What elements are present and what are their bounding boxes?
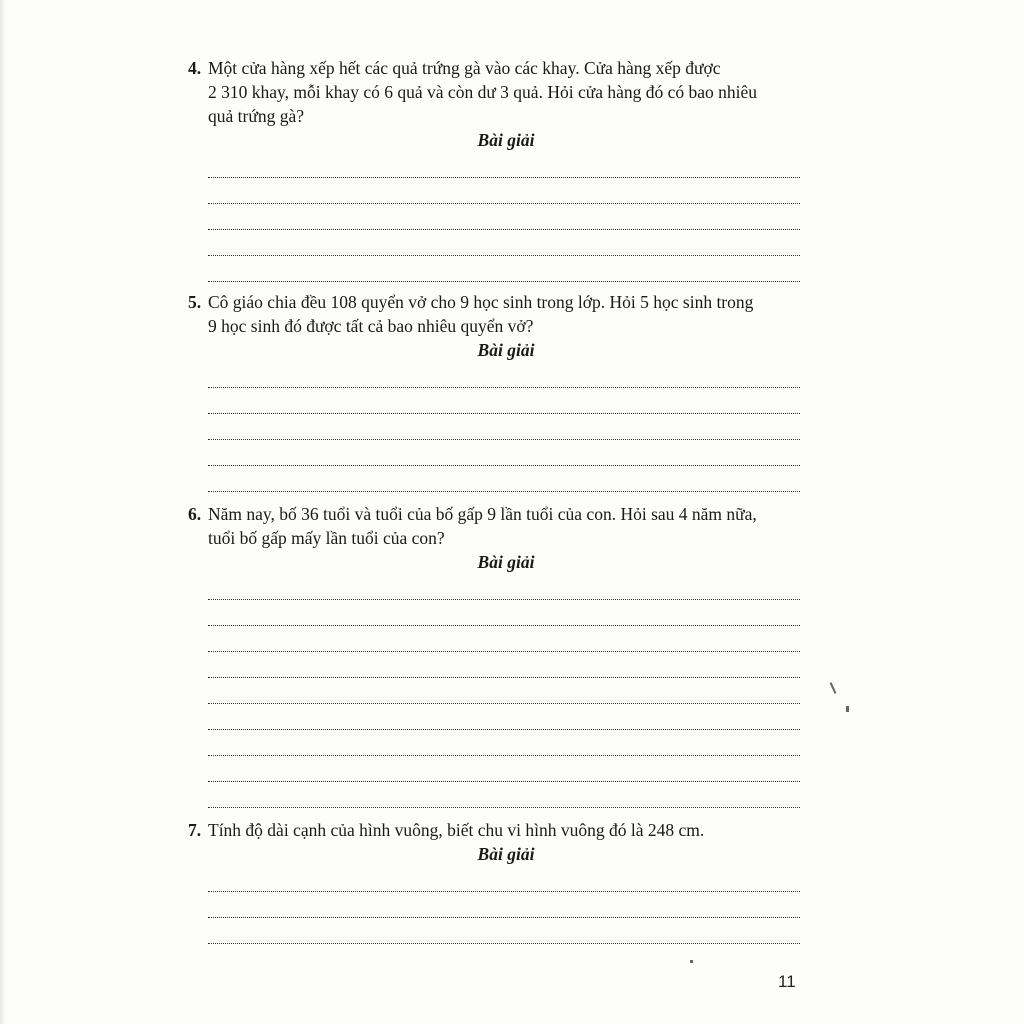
problem-5-line-1: Cô giáo chia đều 108 quyển vở cho 9 học sinh trong lớp. Hỏi 5 học sinh trong [208, 292, 754, 312]
answer-line[interactable] [208, 918, 800, 944]
scan-speck [846, 706, 849, 712]
problem-5-answer-lines[interactable] [208, 362, 800, 492]
problem-4-line-3: quả trứng gà? [208, 106, 304, 126]
answer-line[interactable] [208, 756, 800, 782]
answer-line[interactable] [208, 466, 800, 492]
answer-line[interactable] [208, 256, 800, 282]
answer-line[interactable] [208, 414, 800, 440]
page-gutter-shadow [0, 0, 6, 1024]
problem-4-number: 4. [188, 58, 202, 78]
problem-5-solution-heading: Bài giải [477, 340, 535, 360]
answer-line[interactable] [208, 652, 800, 678]
problem-4-question [188, 56, 804, 128]
answer-line[interactable] [208, 626, 800, 652]
problem-4-answer-lines[interactable] [208, 152, 800, 282]
problem-4-solution-heading: Bài giải [477, 130, 535, 150]
problem-6 [188, 502, 804, 808]
problem-4-line-2: 2 310 khay, mỗi khay có 6 quả và còn dư 3 quả. Hỏi cửa hàng đó có bao nhiêu [208, 82, 758, 102]
answer-line[interactable] [208, 178, 800, 204]
scan-speck [690, 960, 693, 963]
problem-5-number: 5. [188, 292, 202, 312]
problem-6-line-2: tuổi bố gấp mấy lần tuổi của con? [208, 528, 445, 548]
answer-line[interactable] [208, 362, 800, 388]
problem-7-number: 7. [188, 820, 202, 840]
scan-speck [830, 682, 837, 694]
answer-line[interactable] [208, 600, 800, 626]
problem-4-line-1: Một cửa hàng xếp hết các quả trứng gà vào các khay. Cửa hàng xếp được [208, 58, 721, 78]
problem-6-solution-heading: Bài giải [477, 552, 535, 572]
page-number: 11 [778, 972, 796, 991]
answer-line[interactable] [208, 730, 800, 756]
problem-7-line-1: Tính độ dài cạnh của hình vuông, biết chu vi hình vuông đó là 248 cm. [208, 820, 705, 840]
answer-line[interactable] [208, 440, 800, 466]
problem-7-answer-lines[interactable] [208, 866, 800, 944]
answer-line[interactable] [208, 866, 800, 892]
problem-5-line-2: 9 học sinh đó được tất cả bao nhiêu quyển vở? [208, 316, 534, 336]
problem-6-number: 6. [188, 504, 202, 524]
answer-line[interactable] [208, 892, 800, 918]
answer-line[interactable] [208, 574, 800, 600]
answer-line[interactable] [208, 704, 800, 730]
problem-7-question [188, 818, 804, 842]
problem-5-question [188, 290, 804, 338]
problem-6-question [188, 502, 804, 550]
problem-6-answer-lines[interactable] [208, 574, 800, 808]
problem-6-line-1: Năm nay, bố 36 tuổi và tuổi của bố gấp 9 lần tuổi của con. Hỏi sau 4 năm nữa, [208, 504, 757, 524]
problem-5 [188, 290, 804, 492]
problem-7 [188, 818, 804, 944]
problem-7-solution-heading: Bài giải [477, 844, 535, 864]
answer-line[interactable] [208, 152, 800, 178]
answer-line[interactable] [208, 388, 800, 414]
problem-4 [188, 56, 804, 282]
answer-line[interactable] [208, 782, 800, 808]
answer-line[interactable] [208, 204, 800, 230]
answer-line[interactable] [208, 678, 800, 704]
answer-line[interactable] [208, 230, 800, 256]
